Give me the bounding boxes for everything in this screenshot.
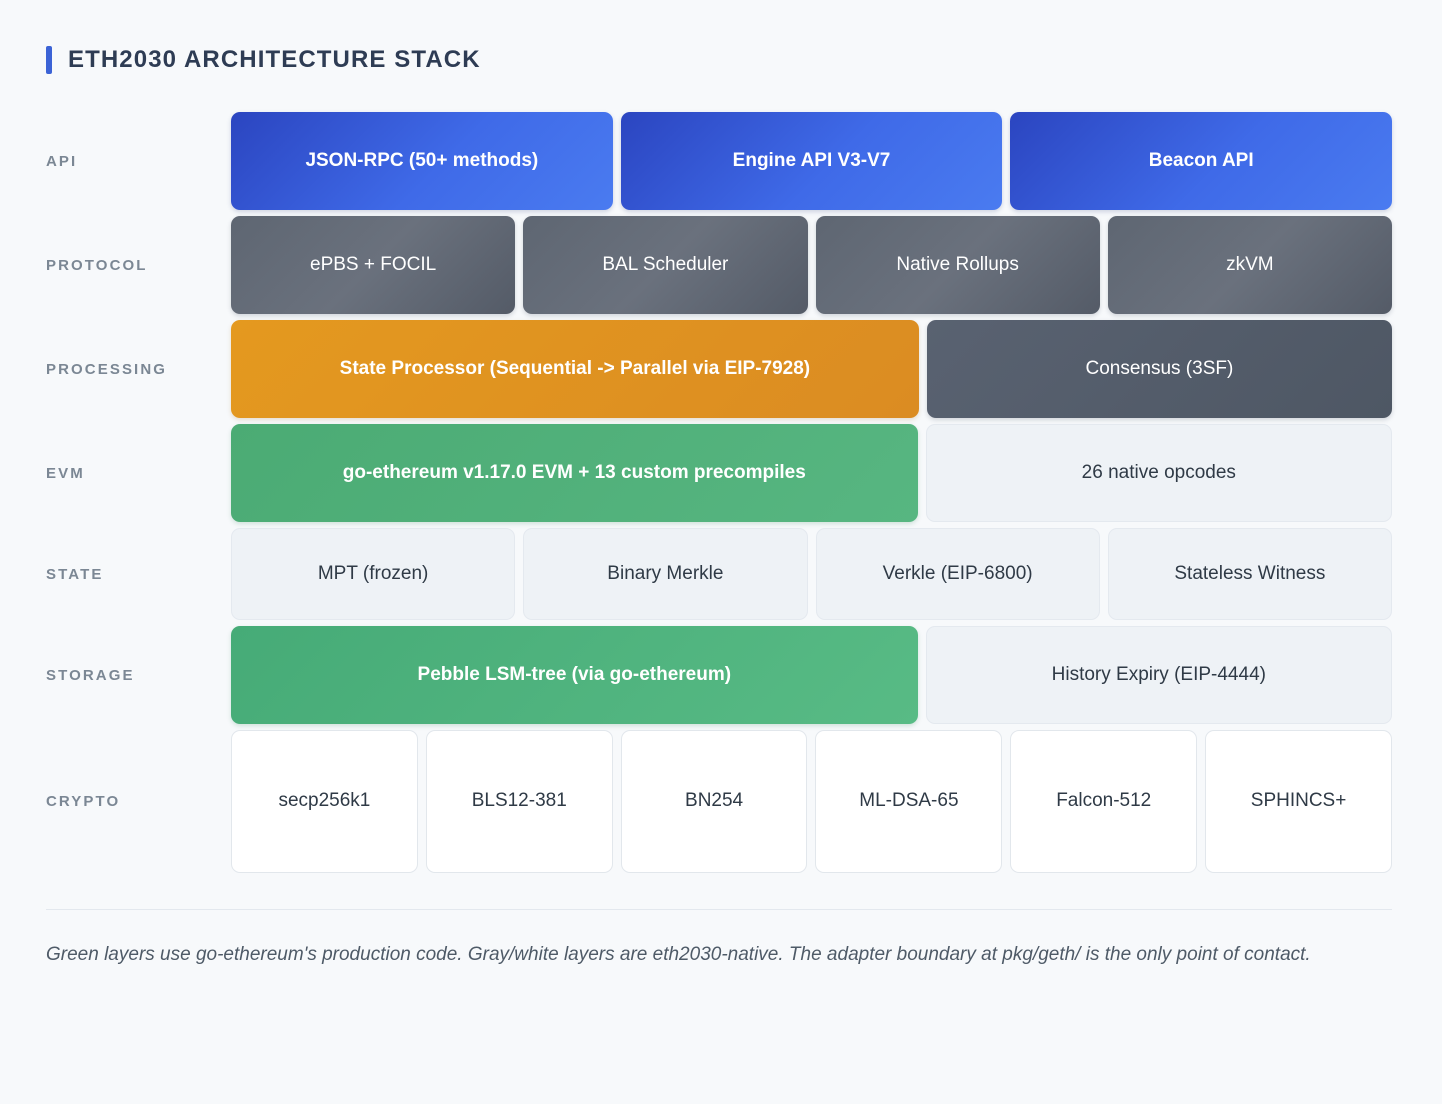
layer-cell-verkle[interactable]: Verkle (EIP-6800) (816, 528, 1100, 620)
layer-cells-evm (231, 424, 1392, 522)
layer-cell-bn254[interactable]: BN254 (621, 730, 808, 873)
layer-label-state: STATE (46, 565, 104, 583)
layer-cell-zkvm[interactable]: zkVM (1108, 216, 1392, 314)
layer-row-protocol (46, 216, 1392, 314)
layer-cells-api (231, 112, 1392, 210)
layer-label-evm: EVM (46, 464, 85, 482)
layer-cell-native-opcodes[interactable]: 26 native opcodes (926, 424, 1392, 522)
title-accent-bar (46, 46, 52, 74)
layer-cell-bal-scheduler[interactable]: BAL Scheduler (523, 216, 807, 314)
layer-cell-stateless-witness[interactable]: Stateless Witness (1108, 528, 1392, 620)
layer-cell-ml-dsa-65[interactable]: ML-DSA-65 (815, 730, 1002, 873)
title-text: ETH2030 ARCHITECTURE STACK (68, 46, 481, 73)
layer-row-api (46, 112, 1392, 210)
layer-cell-binary-merkle[interactable]: Binary Merkle (523, 528, 807, 620)
layer-cell-beacon-api[interactable]: Beacon API (1010, 112, 1392, 210)
layer-cell-json-rpc[interactable]: JSON-RPC (50+ methods) (231, 112, 613, 210)
layer-cell-falcon-512[interactable]: Falcon-512 (1010, 730, 1197, 873)
layer-cell-state-processor[interactable]: State Processor (Sequential -> Parallel via EIP-7928) (231, 320, 919, 418)
layer-cell-engine-api[interactable]: Engine API V3-V7 (621, 112, 1003, 210)
footnote-text: Green layers use go-ethereum's production code. Gray/white layers are eth2030-native. The adapter boundary at pkg/geth/ is the only point of contact. (46, 944, 1311, 965)
layer-row-evm (46, 424, 1392, 522)
layer-cell-pebble-lsm-tree[interactable]: Pebble LSM-tree (via go-ethereum) (231, 626, 918, 724)
layer-label-processing: PROCESSING (46, 360, 168, 378)
layer-cell-consensus-3sf[interactable]: Consensus (3SF) (927, 320, 1392, 418)
layer-cell-secp256k1[interactable]: secp256k1 (231, 730, 418, 873)
layer-cells-protocol (231, 216, 1392, 314)
layer-label-protocol: PROTOCOL (46, 256, 148, 274)
layer-cell-sphincs-plus[interactable]: SPHINCS+ (1205, 730, 1392, 873)
layer-row-state (46, 528, 1392, 620)
layer-cells-processing (231, 320, 1392, 418)
layer-cell-go-ethereum-evm[interactable]: go-ethereum v1.17.0 EVM + 13 custom precompiles (231, 424, 918, 522)
layer-cell-epbs-focil[interactable]: ePBS + FOCIL (231, 216, 515, 314)
footer-divider (46, 909, 1392, 910)
layer-row-storage (46, 626, 1392, 724)
layer-cell-mpt-frozen[interactable]: MPT (frozen) (231, 528, 515, 620)
layer-row-processing (46, 320, 1392, 418)
layer-row-crypto (46, 730, 1392, 873)
layer-cells-crypto (231, 730, 1392, 873)
layer-label-crypto: CRYPTO (46, 793, 121, 810)
layer-cell-history-expiry[interactable]: History Expiry (EIP-4444) (926, 626, 1392, 724)
layer-cells-storage (231, 626, 1392, 724)
page-title (46, 46, 1392, 74)
layer-cell-bls12-381[interactable]: BLS12-381 (426, 730, 613, 873)
layer-label-storage: STORAGE (46, 666, 135, 684)
layer-stack (46, 112, 1392, 873)
layer-cell-native-rollups[interactable]: Native Rollups (816, 216, 1100, 314)
layer-label-api: API (46, 152, 78, 170)
layer-cells-state (231, 528, 1392, 620)
